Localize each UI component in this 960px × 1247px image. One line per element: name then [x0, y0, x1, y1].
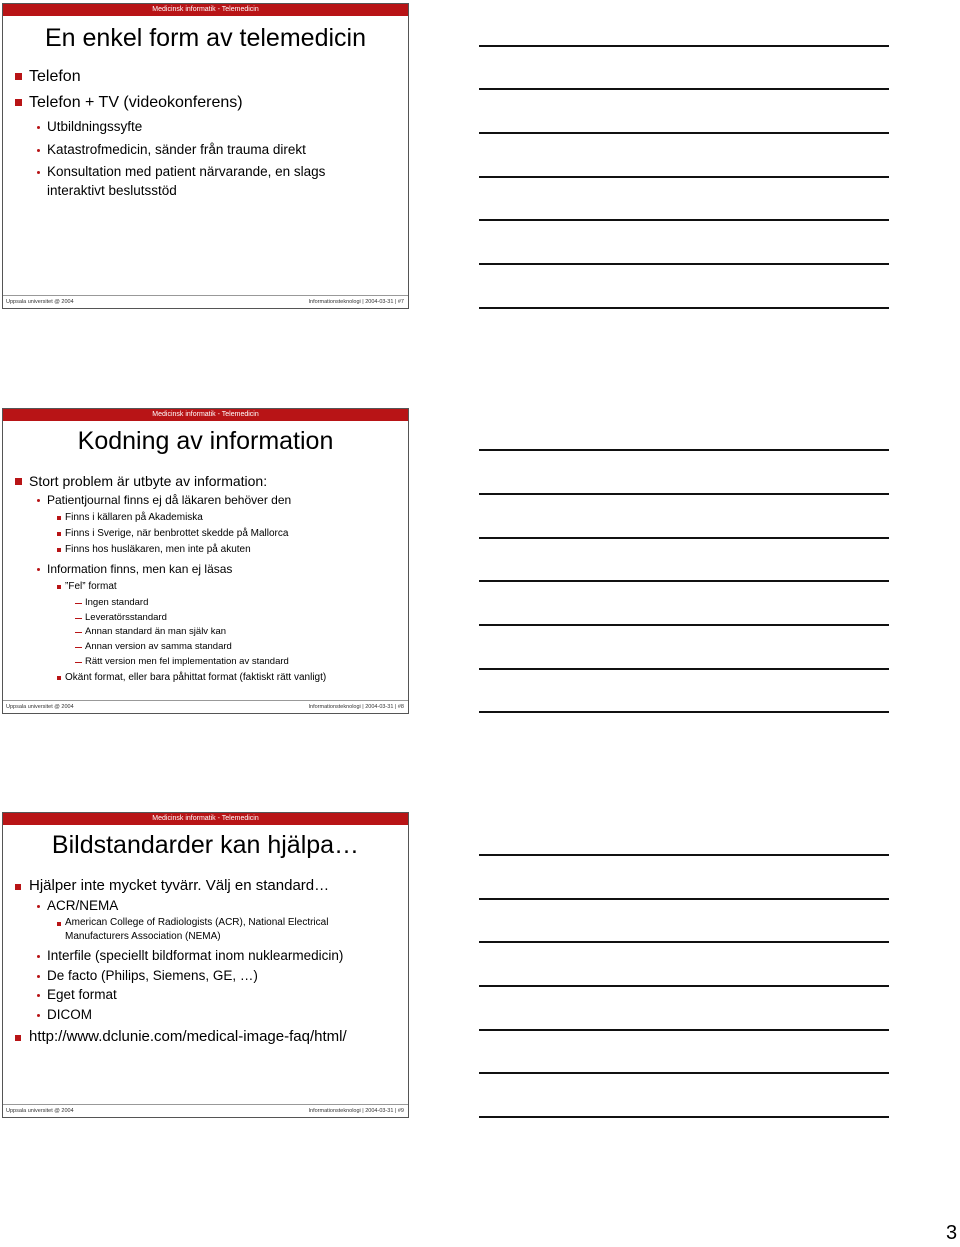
bullet-text: ACR/NEMA: [47, 898, 119, 913]
bullet-text: http://www.dclunie.com/medical-image-faq/html/: [29, 1028, 347, 1045]
note-line: [479, 580, 889, 582]
footer-left: Uppsala universitet @ 2004: [6, 299, 74, 305]
bullet-text: Telefon: [29, 68, 81, 85]
footer-left: Uppsala universitet @ 2004: [6, 1108, 74, 1114]
note-line: [479, 449, 889, 451]
bullet-text: Stort problem är utbyte av information:: [29, 473, 268, 489]
slide-2: [2, 408, 409, 714]
note-line: [479, 854, 889, 856]
slide-title: En enkel form av telemedicin: [45, 24, 366, 52]
bullet-text: Information finns, men kan ej läsas: [47, 562, 233, 576]
bullet-text: Konsultation med patient närvarande, en slags: [47, 164, 326, 179]
note-line: [479, 45, 889, 47]
bullet-text: Okänt format, eller bara påhittat format (faktiskt rätt vanligt): [65, 672, 327, 683]
note-line: [479, 624, 889, 626]
slide-footer: [3, 700, 408, 713]
slide-3: [2, 812, 409, 1118]
note-line: [479, 1072, 889, 1074]
note-line: [479, 263, 889, 265]
bullet-text: Patientjournal finns ej då läkaren behöver den: [47, 493, 292, 507]
bullet-square-icon: [57, 516, 61, 520]
bullet-dot-icon: [37, 1014, 40, 1017]
note-line: [479, 985, 889, 987]
bullet-text: Utbildningssyfte: [47, 119, 143, 134]
bullet-text: Ingen standard: [85, 597, 149, 608]
note-line: [479, 711, 889, 713]
bullet-text: DICOM: [47, 1007, 92, 1022]
bullet-text: Hjälper inte mycket tyvärr. Välj en standard…: [29, 877, 330, 894]
bullet-text: Finns i källaren på Akademiska: [65, 512, 203, 523]
bullet-text: Finns hos husläkaren, men inte på akuten: [65, 544, 251, 555]
bullet-dot-icon: [37, 905, 40, 908]
bullet-dash-icon: [75, 647, 82, 648]
bullet-dash-icon: [75, 618, 82, 619]
slide-header: Medicinsk informatik - Telemedicin: [3, 4, 408, 16]
bullet-text: American College of Radiologists (ACR), National Electrical: [65, 917, 329, 928]
footer-right: Informationsteknologi | 2004-03-31 | #9: [308, 1108, 404, 1114]
bullet-square-icon: [15, 99, 22, 106]
bullet-square-icon: [57, 585, 61, 589]
bullet-dot-icon: [37, 975, 40, 978]
page-number: 3: [946, 1222, 958, 1244]
bullet-dot-icon: [37, 126, 40, 129]
bullet-text: De facto (Philips, Siemens, GE, …): [47, 968, 258, 983]
bullet-text: Leveratörsstandard: [85, 612, 167, 623]
note-line: [479, 219, 889, 221]
note-line: [479, 1116, 889, 1118]
bullet-square-icon: [15, 73, 22, 80]
bullet-text: Interfile (speciellt bildformat inom nuklearmedicin): [47, 948, 344, 963]
note-line: [479, 493, 889, 495]
footer-left: Uppsala universitet @ 2004: [6, 704, 74, 710]
slide-footer: [3, 295, 408, 308]
note-line: [479, 307, 889, 309]
slide-header: Medicinsk informatik - Telemedicin: [3, 813, 408, 825]
bullet-text: Manufacturers Association (NEMA): [65, 931, 221, 942]
bullet-dot-icon: [37, 955, 40, 958]
note-line: [479, 88, 889, 90]
bullet-dot-icon: [37, 994, 40, 997]
bullet-text: Telefon + TV (videokonferens): [29, 94, 243, 111]
note-line: [479, 898, 889, 900]
slide-title: Kodning av information: [77, 427, 334, 455]
note-line: [479, 176, 889, 178]
bullet-square-icon: [57, 676, 61, 680]
bullet-square-icon: [57, 548, 61, 552]
bullet-text: Katastrofmedicin, sänder från trauma direkt: [47, 142, 306, 157]
bullet-text: Annan standard än man själv kan: [85, 626, 227, 637]
bullet-text: Annan version av samma standard: [85, 641, 232, 652]
bullet-square-icon: [57, 922, 61, 926]
note-line: [479, 941, 889, 943]
bullet-square-icon: [15, 884, 21, 890]
bullet-square-icon: [57, 532, 61, 536]
note-line: [479, 1029, 889, 1031]
bullet-square-icon: [15, 1035, 21, 1041]
bullet-dot-icon: [37, 149, 40, 152]
bullet-text: Eget format: [47, 987, 117, 1002]
bullet-dash-icon: [75, 632, 82, 633]
slide-footer: [3, 1104, 408, 1117]
bullet-dash-icon: [75, 603, 82, 604]
bullet-text: interaktivt beslutsstöd: [47, 183, 177, 198]
bullet-dash-icon: [75, 662, 82, 663]
bullet-text: Finns i Sverige, när benbrottet skedde på Mallorca: [65, 528, 289, 539]
slide-title: Bildstandarder kan hjälpa…: [51, 831, 360, 859]
slide-1: [2, 3, 409, 309]
footer-right: Informationsteknologi | 2004-03-31 | #7: [308, 299, 404, 305]
bullet-dot-icon: [37, 499, 40, 502]
bullet-text: ”Fel” format: [65, 581, 117, 592]
bullet-text: Rätt version men fel implementation av standard: [85, 656, 289, 667]
note-line: [479, 132, 889, 134]
bullet-square-icon: [15, 478, 22, 485]
note-line: [479, 537, 889, 539]
footer-right: Informationsteknologi | 2004-03-31 | #8: [308, 704, 404, 710]
bullet-dot-icon: [37, 171, 40, 174]
slide-header: Medicinsk informatik - Telemedicin: [3, 409, 408, 421]
note-line: [479, 668, 889, 670]
bullet-dot-icon: [37, 568, 40, 571]
